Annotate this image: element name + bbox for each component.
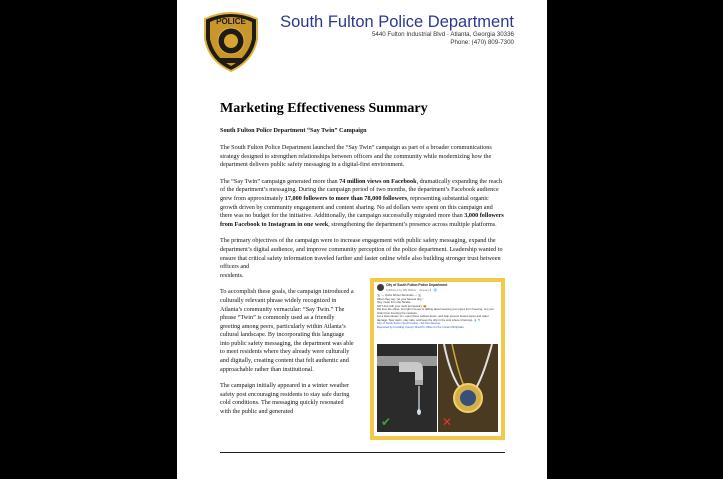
results-text: The “Say Twin” campaign generated more than [220, 177, 340, 185]
results-highlight-instagram: 3,000 followers from Facebook to Instagram in one week [220, 212, 504, 228]
paragraph-launch: The campaign initially appeared in a winter weather safety post encouraging residents to stay safe during cold conditions. The messaging quickly resonated with the public and generated [220, 382, 350, 416]
post-line: chain from freezing the moisture. [377, 311, 418, 315]
document-subtitle: South Fulton Police Department “Say Twin” Campaign [220, 127, 367, 134]
faucet-photo [377, 344, 437, 432]
results-text: , strengthening the department’s presence across multiple platforms. [328, 220, 497, 228]
jewelry-photo [438, 344, 498, 432]
document-page [177, 0, 547, 479]
results-highlight-followers: 17,000 followers to more than 78,000 followers [284, 194, 408, 202]
post-line: damage. Stay warm, stay safe, and keep the drip in the sink where it belongs. 💧🚿 [377, 318, 481, 322]
paragraph-objectives [220, 237, 505, 280]
text-column [220, 288, 354, 416]
document-body [220, 101, 505, 430]
paragraph-approach: To accomplish these goals, the campaign introduced a culturally relevant phrase widely recognized in Atlanta’s community vernacular: “Say Twin.” The phrase “Twin” is commonly used as a friendly greeting among peers, particularly within Atlanta’s cultural landscape. By incorporating this language into public safety messaging, the department was able to meet residents where they already were culturally and digitally, creating content that felt authentic and approachable rather than institutional. [220, 288, 354, 373]
document-title: Marketing Effectiveness Summary [220, 101, 428, 116]
post-header [374, 282, 501, 294]
police-badge-logo [203, 9, 259, 72]
post-images [377, 344, 498, 432]
badge-text: POLICE [216, 17, 246, 26]
paragraph-intro: The South Fulton Police Department launched the “Say Twin” campaign as part of a broader communications strategy designed to strengthen relationships between officers and the community while modernizing how the department delivers public safety messaging in a digital-first environment. [220, 144, 492, 169]
facebook-post-image [370, 278, 505, 440]
post-line: Let a slow stream run, open those cabinet doors, and help prevent busted pipes and water [377, 315, 489, 319]
post-page-name: City of South Fulton Police Department [386, 283, 448, 288]
results-highlight-views: 74 million views on Facebook [339, 177, 417, 185]
post-line: NOT drip with your neck and jewelry. 😂 [377, 304, 427, 308]
page-avatar [377, 284, 384, 291]
post-line: 🏠 — Quick Winter Reminder — 🏠 [377, 294, 422, 298]
check-mark-icon: ✔ [381, 415, 392, 430]
lower-section [220, 283, 505, 430]
footer-rule [220, 452, 505, 453]
x-mark-icon: ✕ [442, 415, 453, 430]
letterhead [280, 13, 514, 47]
paragraph-results [220, 178, 505, 230]
post-share: Reposted by Fondling County Sheriff’s Office for the Impact #DripSafe [377, 325, 464, 329]
post-line: When they say “let your faucets drip,” [377, 297, 424, 301]
post-text [374, 294, 501, 329]
post-meta: Published by Will Barber · January 8 · 🌐 [386, 288, 438, 293]
results-text: , dramatically expanding the reach of the department’s messaging. During the campaign period of two months, the department’s Facebook audience grew from approximately [220, 177, 502, 202]
objectives-text: The primary objectives of the campaign were to increase engagement with public safety messaging, expand the department’s digital audience, and improve community perception of the police department. Leadership wanted to ensure that critical safety information traveled farther and faster online while also building stronger trust between officers and [220, 237, 503, 271]
post-line: We love the shine, but right now we’re talking about keeping your pipes from freezing, not your [377, 308, 494, 312]
department-phone: Phone: (470) 809-7300 [450, 39, 514, 46]
post-line: they mean from the handle… [377, 301, 414, 305]
post-link: City of South Fulton South Fulton - SA Fire Rescue [377, 322, 441, 326]
department-name: South Fulton Police Department [280, 13, 514, 31]
objectives-text-end: residents. [220, 271, 244, 279]
post-card [374, 282, 501, 436]
department-address: 5440 Fulton Industrial Blvd · Atlanta, Georgia 30336 [371, 31, 514, 38]
results-text: , representing substantial organic growth driven by community engagement and content sharing. No ad dollars were spent on this campaign and there was no budget for the initiative. Additionally, the campaign successfully migrated more than [220, 194, 493, 220]
